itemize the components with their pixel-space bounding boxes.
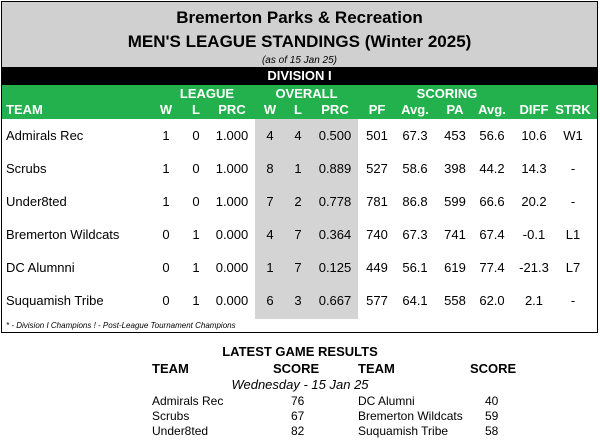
team-name: Scrubs [6,161,47,176]
streak: W1 [563,128,583,143]
standings-row [2,185,597,218]
home-team: Under8ted [152,424,209,438]
home-team: Scrubs [152,409,190,423]
overall-wins: 7 [266,194,274,209]
points-against: 599 [444,194,466,209]
points-against: 398 [444,161,466,176]
points-for: 781 [366,194,388,209]
as-of-date: (as of 15 Jan 25) [261,55,338,66]
points-against-avg: 77.4 [479,260,505,275]
team-name: Bremerton Wildcats [6,227,120,242]
results-header-score2: SCORE [470,361,517,376]
group-header-overall: OVERALL [275,86,338,101]
league-wins: 1 [162,128,170,143]
overall-wins: 4 [266,227,274,242]
league-wins: 0 [162,227,170,242]
standings-row [2,218,597,251]
overall-losses: 1 [294,161,302,176]
league-wins: 0 [162,293,170,308]
points-for-avg: 58.6 [402,161,428,176]
standings-row [2,119,597,152]
results-header-team1: TEAM [152,361,189,376]
overall-pct: 0.364 [318,227,352,242]
league-losses: 0 [192,194,200,209]
point-diff: -0.1 [522,227,546,242]
results-title: LATEST GAME RESULTS [222,344,378,359]
point-diff: 10.6 [521,128,547,143]
overall-pct: 0.778 [318,194,352,209]
standings-table [1,1,598,333]
league-pct: 1.000 [215,161,249,176]
overall-losses: 7 [294,227,302,242]
points-against-avg: 62.0 [479,293,505,308]
col-header-league-w: W [159,102,173,117]
streak: L7 [565,260,581,275]
point-diff: 20.2 [521,194,547,209]
league-losses: 0 [192,128,200,143]
col-header-pf-avg: Avg. [401,102,429,117]
points-for-avg: 56.1 [402,260,428,275]
points-against-avg: 44.2 [479,161,505,176]
overall-wins: 1 [266,260,274,275]
overall-pct: 0.889 [318,161,352,176]
team-name: DC Alumnni [6,260,75,275]
points-against: 741 [444,227,466,242]
group-header-scoring: SCORING [416,86,478,101]
away-score: 40 [485,394,499,408]
team-name: Admirals Rec [6,128,84,143]
points-for-avg: 64.1 [402,293,428,308]
footnote: * - Division I Champions ! - Post-League Tournament Champions [6,321,236,330]
points-for: 449 [366,260,388,275]
header-block [2,2,597,67]
away-score: 59 [485,409,499,423]
team-name: Suquamish Tribe [6,293,104,308]
streak: L1 [565,227,581,242]
col-header-league-l: L [192,102,200,117]
league-pct: 0.000 [215,260,249,275]
game-result [0,424,600,439]
league-pct: 1.000 [215,194,249,209]
overall-losses: 7 [294,260,302,275]
game-result [0,394,600,409]
page-subtitle: MEN'S LEAGUE STANDINGS (Winter 2025) [127,32,472,51]
col-header-diff: DIFF [519,102,549,117]
home-score: 82 [291,424,305,438]
home-score: 67 [291,409,305,423]
league-losses: 1 [192,227,200,242]
col-header-overall-l: L [294,102,302,117]
league-wins: 0 [162,260,170,275]
points-for: 501 [366,128,388,143]
col-header-overall-w: W [263,102,277,117]
overall-wins: 4 [266,128,274,143]
col-header-pa-avg: Avg. [478,102,506,117]
col-header-team: TEAM [6,102,43,117]
col-header-overall-prc: PRC [321,102,349,117]
col-header-streak: STRK [555,102,591,117]
league-pct: 1.000 [215,128,249,143]
standings-row [2,152,597,185]
home-team: Admirals Rec [152,394,224,408]
col-header-pf: PF [368,102,386,117]
away-team: Suquamish Tribe [358,424,449,438]
points-for: 577 [366,293,388,308]
league-wins: 1 [162,161,170,176]
results-header-score1: SCORE [273,361,320,376]
game-result [0,409,600,424]
league-losses: 1 [192,293,200,308]
points-against-avg: 56.6 [479,128,505,143]
points-against: 558 [444,293,466,308]
streak: - [570,161,576,176]
column-header-band [2,85,597,119]
team-name: Under8ted [6,194,67,209]
standings-row [2,284,597,317]
points-for: 527 [366,161,388,176]
points-against: 453 [444,128,466,143]
col-header-pa: PA [446,102,464,117]
page-title: Bremerton Parks & Recreation [176,8,423,27]
standings-row [2,251,597,284]
overall-pct: 0.500 [318,128,352,143]
overall-losses: 2 [294,194,302,209]
latest-results [0,344,600,443]
col-header-league-prc: PRC [218,102,246,117]
results-header-team2: TEAM [358,361,395,376]
overall-losses: 3 [294,293,302,308]
league-pct: 0.000 [215,293,249,308]
game-date: Wednesday - 15 Jan 25 [231,377,369,392]
group-header-league: LEAGUE [179,86,235,101]
overall-wins: 8 [266,161,274,176]
overall-losses: 4 [294,128,302,143]
league-losses: 0 [192,161,200,176]
away-team: DC Alumni [358,394,415,408]
points-against-avg: 67.4 [479,227,505,242]
league-pct: 0.000 [215,227,249,242]
points-against-avg: 66.6 [479,194,505,209]
overall-pct: 0.667 [318,293,352,308]
division-label: DIVISION I [2,67,597,85]
point-diff: 2.1 [524,293,544,308]
overall-pct: 0.125 [318,260,352,275]
point-diff: -21.3 [519,260,549,275]
league-losses: 1 [192,260,200,275]
league-wins: 1 [162,194,170,209]
points-for-avg: 86.8 [402,194,428,209]
overall-wins: 6 [266,293,274,308]
away-team: Bremerton Wildcats [358,409,463,423]
point-diff: 14.3 [521,161,547,176]
streak: - [570,293,576,308]
streak: - [570,194,576,209]
points-for-avg: 67.3 [402,227,428,242]
points-against: 619 [444,260,466,275]
away-score: 58 [485,424,499,438]
home-score: 76 [291,394,305,408]
points-for-avg: 67.3 [402,128,428,143]
points-for: 740 [366,227,388,242]
